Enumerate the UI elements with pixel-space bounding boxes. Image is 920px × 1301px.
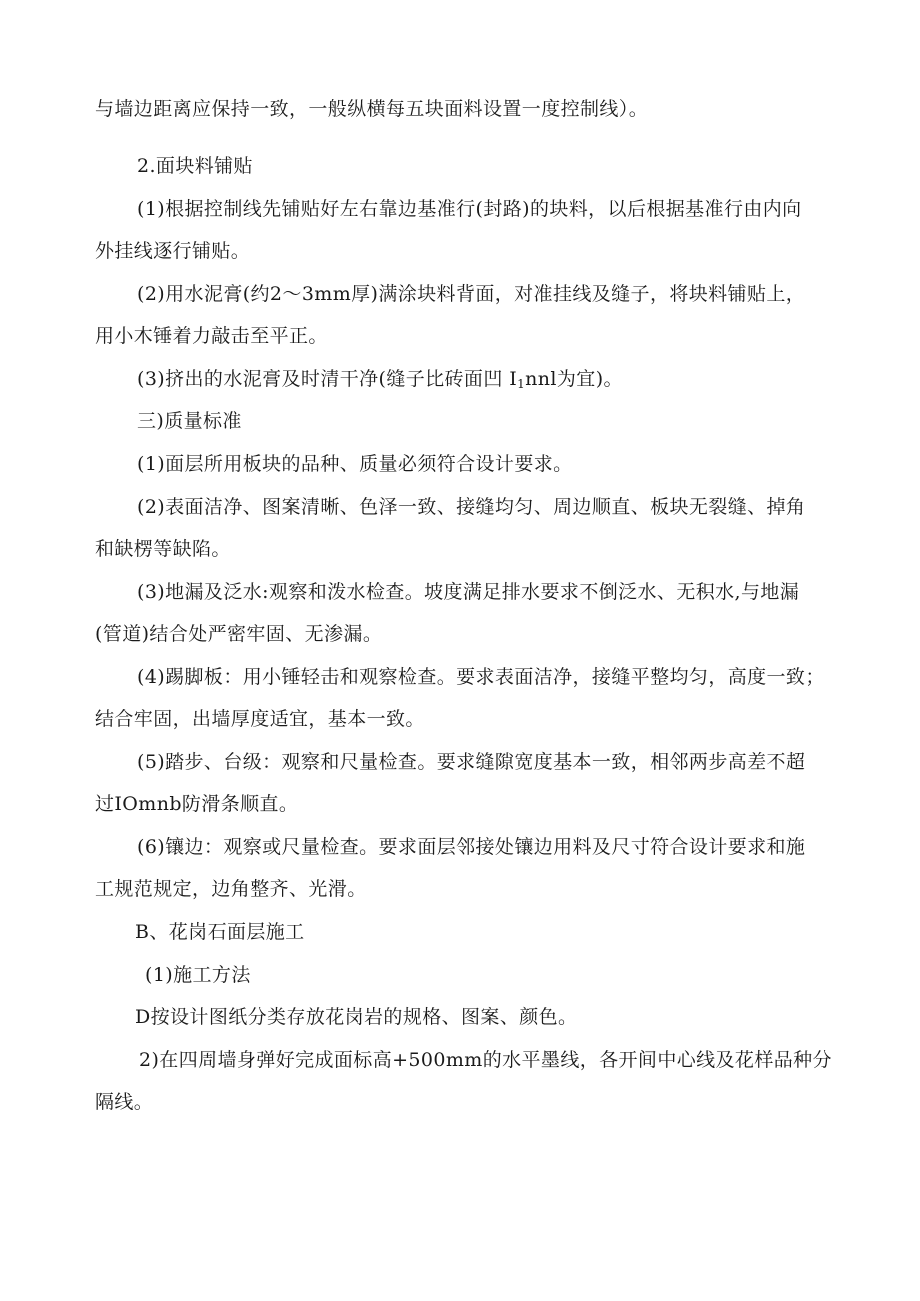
text-line: 结合牢固，出墙厚度适宜，基本一致。 (95, 708, 425, 730)
text-line: (管道)结合处严密牢固、无渗漏。 (95, 623, 383, 645)
text-line: 过IOmnb防滑条顺直。 (95, 793, 299, 815)
text-line: (1)面层所用板块的品种、质量必须符合设计要求。 (137, 453, 573, 475)
subscript: 1 (517, 377, 526, 391)
subsection-heading: (1)施工方法 (145, 964, 251, 986)
text-line (137, 366, 623, 392)
text-line: 和缺楞等缺陷。 (95, 538, 231, 560)
text-line: 外挂线逐行铺贴。 (95, 240, 251, 262)
text-line: (3)地漏及泛水:观察和泼水检查。坡度满足排水要求不倒泛水、无积水,与地漏 (137, 581, 800, 603)
text-line: 隔线。 (95, 1091, 154, 1113)
text-line: (6)镶边：观察或尺量检查。要求面层邻接处镶边用料及尺寸符合设计要求和施 (137, 836, 806, 858)
text-line: (1)根据控制线先铺贴好左右靠边基准行(封路)的块料，以后根据基准行由内向 (137, 198, 802, 220)
text-segment: I (509, 368, 518, 390)
text-segment: (3)挤出的水泥膏及时清干净(缝子比砖面凹 (137, 368, 503, 390)
text-line: 工规范规定，边角整齐、光滑。 (95, 878, 367, 900)
section-heading: 三)质量标准 (137, 410, 242, 432)
text-line: (2)用水泥膏(约2～3mm厚)满涂块料背面，对准挂线及缝子，将块料铺贴上， (137, 283, 806, 305)
text-line: 与墙边距离应保持一致，一般纵横每五块面料设置一度控制线）。 (95, 98, 649, 120)
text-line: 用小木锤着力敲击至平正。 (95, 325, 328, 347)
text-line: (5)踏步、台级：观察和尺量检查。要求缝隙宽度基本一致，相邻两步高差不超 (137, 751, 806, 773)
text-line: D按设计图纸分类存放花岗岩的规格、图案、颜色。 (135, 1006, 578, 1028)
section-heading: B、花岗石面层施工 (135, 921, 305, 943)
text-segment: nnl为宜)。 (525, 368, 623, 390)
text-line: 2)在四周墙身弹好完成面标高+500mm的水平墨线，各开间中心线及花样品种分 (139, 1049, 832, 1071)
section-heading: 2.面块料铺贴 (137, 155, 253, 177)
text-line: (4)踢脚板：用小锤轻击和观察检查。要求表面洁净，接缝平整均匀，高度一致； (137, 666, 825, 688)
text-line: (2)表面洁净、图案清晰、色泽一致、接缝均匀、周边顺直、板块无裂缝、掉角 (137, 496, 806, 518)
